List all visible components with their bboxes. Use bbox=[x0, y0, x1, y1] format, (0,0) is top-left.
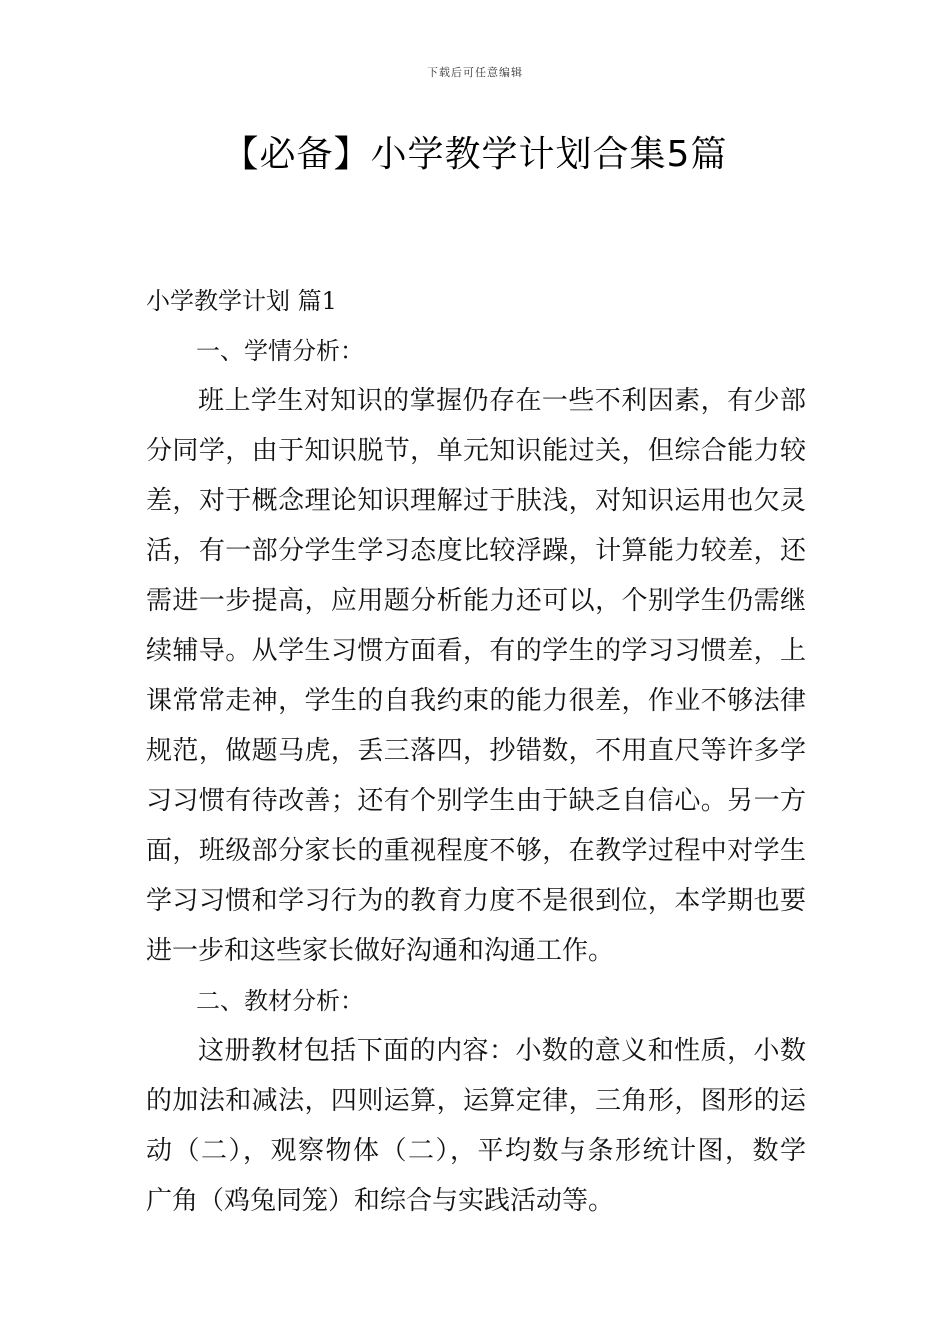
part1-text-line: 差，对于概念理论知识理解过于肤浅，对知识运用也欠灵 bbox=[146, 486, 806, 516]
part2-text-line: 广角（鸡兔同笼）和综合与实践活动等。 bbox=[146, 1186, 615, 1216]
part1-text-line: 续辅导。从学生习惯方面看，有的学生的学习习惯差，上 bbox=[146, 636, 806, 666]
part1-text-line: 学习习惯和学习行为的教育力度不是很到位，本学期也要 bbox=[146, 886, 806, 916]
document-title: 【必备】小学教学计划合集5篇 bbox=[222, 134, 728, 175]
part1-text-line: 需进一步提高，应用题分析能力还可以，个别学生仍需继 bbox=[146, 586, 806, 616]
part1-text-line: 进一步和这些家长做好沟通和沟通工作。 bbox=[146, 936, 615, 966]
part2-text-line: 动（二），观察物体（二），平均数与条形统计图，数学 bbox=[146, 1136, 806, 1166]
section-heading: 小学教学计划 篇1 bbox=[146, 287, 337, 315]
part2-text-line: 的加法和减法，四则运算，运算定律，三角形，图形的运 bbox=[146, 1086, 806, 1116]
document-body bbox=[146, 276, 806, 1226]
part1-paragraph bbox=[146, 376, 806, 976]
header-note: 下载后可任意编辑 bbox=[427, 66, 523, 79]
part1-text-line: 课常常走神，学生的自我约束的能力很差，作业不够法律 bbox=[146, 686, 806, 716]
part1-text-line: 面，班级部分家长的重视程度不够，在教学过程中对学生 bbox=[146, 836, 806, 866]
part1-text-line: 班上学生对知识的掌握仍存在一些不利因素，有少部 bbox=[198, 386, 806, 416]
part1-text-line: 习习惯有待改善；还有个别学生由于缺乏自信心。另一方 bbox=[146, 786, 806, 816]
part2-text-line: 这册教材包括下面的内容：小数的意义和性质，小数 bbox=[198, 1036, 806, 1066]
part2-paragraph bbox=[146, 1026, 806, 1226]
part1-text-line: 规范，做题马虎，丢三落四，抄错数，不用直尺等许多学 bbox=[146, 736, 806, 766]
part1-heading: 一、学情分析： bbox=[196, 337, 364, 365]
part1-text-line: 活，有一部分学生学习态度比较浮躁，计算能力较差，还 bbox=[146, 536, 806, 566]
part2-heading: 二、教材分析： bbox=[196, 987, 364, 1015]
part1-text-line: 分同学，由于知识脱节，单元知识能过关，但综合能力较 bbox=[146, 436, 806, 466]
